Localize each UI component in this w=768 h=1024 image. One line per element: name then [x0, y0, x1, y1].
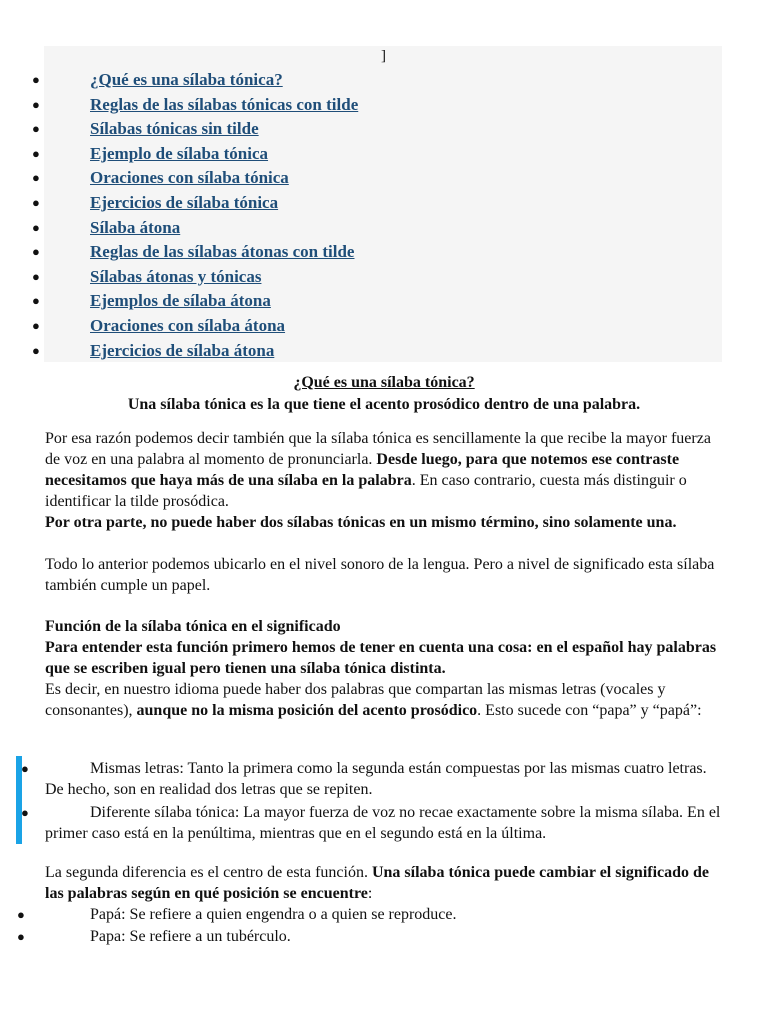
toc-item	[32, 191, 722, 216]
bullet-icon: ●	[32, 317, 40, 333]
list-item	[17, 904, 725, 926]
bullet-icon: ●	[32, 72, 40, 87]
toc-link[interactable]: Ejercicios de sílaba átona	[90, 340, 275, 360]
section-definition: Una sílaba tónica es la que tiene el acento prosódico dentro de una palabra.	[127, 396, 641, 413]
list-item	[21, 802, 725, 844]
table-of-contents	[32, 46, 722, 362]
function-text-bold: aunque no la misma posición del acento prosódico	[136, 702, 478, 719]
toc-link[interactable]: Ejemplo de sílaba tónica	[90, 143, 269, 163]
paragraph-2: Por otra parte, no puede haber dos sílabas tónicas en un mismo término, sino solamente una.	[45, 514, 677, 531]
toc-link[interactable]: ¿Qué es una sílaba tónica?	[90, 70, 283, 89]
function-section	[45, 616, 721, 721]
paragraph-5-text-a: La segunda diferencia es el centro de esta función.	[45, 864, 372, 881]
function-text-c: . Esto sucede con “papa” y “papá”:	[477, 702, 702, 719]
paragraph-5-bold: Una sílaba tónica puede cambiar el significado de las palabras según en qué posición se encuentre	[45, 864, 710, 902]
definition-text: Papá: Se refiere a quien engendra o a quien se reproduce.	[90, 906, 457, 923]
toc-item	[32, 314, 722, 339]
toc-link[interactable]: Ejercicios de sílaba tónica	[90, 192, 279, 212]
definition-text: Papa: Se refiere a un tubérculo.	[90, 928, 291, 945]
list-item-text: Mismas letras: Tanto la primera como la segunda están compuestas por las mismas cuatro letras. De hecho, son en realidad dos letras que se repiten.	[45, 760, 707, 798]
toc-item	[32, 68, 722, 93]
paragraph-1-bold: Desde luego, para que notemos ese contraste necesitamos que haya más de una sílaba en la palabra	[45, 451, 680, 489]
toc-link[interactable]: Sílabas átonas y tónicas	[90, 266, 262, 286]
toc-item	[32, 142, 722, 167]
toc-link[interactable]: Oraciones con sílaba tónica	[90, 168, 289, 188]
paragraph-5	[45, 862, 721, 904]
toc-item	[32, 339, 722, 364]
bullet-icon: ●	[21, 805, 29, 820]
list-item-text: Diferente sílaba tónica: La mayor fuerza de voz no recae exactamente sobre la misma sílaba. En el primer caso está en la penúltima, mientras que en el segundo está en la última.	[45, 804, 721, 842]
section-title: ¿Qué es una sílaba tónica?	[293, 374, 475, 391]
list-item	[17, 926, 725, 948]
bullet-icon: ●	[32, 121, 40, 137]
toc-link[interactable]: Sílabas tónicas sin tilde	[90, 119, 259, 139]
toc-link[interactable]: Oraciones con sílaba átona	[90, 315, 286, 335]
function-explanation	[45, 679, 721, 721]
function-text-a: Es decir, en nuestro idioma puede haber dos palabras que compartan las mismas letras (vocales y consonantes),	[45, 681, 666, 719]
bullet-icon: ●	[17, 929, 25, 944]
function-heading: Función de la sílaba tónica en el significado	[45, 618, 341, 635]
toc-link[interactable]: Ejemplos de sílaba átona	[90, 291, 271, 311]
bullet-icon: ●	[32, 293, 40, 309]
paragraph-1-text-a: Por esa razón podemos decir también que la sílaba tónica es sencillamente la que recibe la mayor fuerza de voz en una palabra al momento de pronunciarla.	[45, 430, 711, 468]
toc-item	[32, 117, 722, 142]
toc-item	[32, 93, 722, 118]
definition-list	[17, 904, 725, 948]
toc-item	[32, 216, 722, 241]
toc-list	[32, 68, 722, 363]
comparison-list	[21, 758, 725, 846]
bullet-icon: ●	[32, 268, 40, 284]
toc-bracket-mark: ]	[381, 48, 386, 64]
bullet-icon: ●	[32, 219, 40, 235]
bullet-icon: ●	[32, 194, 40, 210]
toc-item	[32, 166, 722, 191]
toc-item	[32, 240, 722, 265]
paragraph-3: Todo lo anterior podemos ubicarlo en el nivel sonoro de la lengua. Pero a nivel de significado esta sílaba también cumple un papel.	[45, 556, 715, 594]
bullet-icon: ●	[32, 145, 40, 161]
paragraph-1	[45, 428, 721, 512]
bullet-icon: ●	[32, 96, 40, 112]
bullet-icon: ●	[32, 244, 40, 260]
toc-link[interactable]: Reglas de las sílabas tónicas con tilde	[90, 94, 359, 114]
function-bold-text: Para entender esta función primero hemos de tener en cuenta una cosa: en el español hay palabras que se escriben igual pero tienen una sílaba tónica distinta.	[45, 639, 717, 677]
toc-link[interactable]: Reglas de las sílabas átonas con tilde	[90, 242, 355, 262]
paragraph-1-text-c: . En caso contrario, cuesta más distinguir o identificar la tilde prosódica.	[45, 472, 687, 510]
toc-item	[32, 265, 722, 290]
toc-item	[32, 289, 722, 314]
bullet-icon: ●	[32, 170, 40, 186]
paragraph-5-text-c: :	[367, 885, 373, 902]
bullet-icon: ●	[17, 907, 25, 922]
list-item	[21, 758, 725, 800]
bullet-icon: ●	[21, 761, 29, 776]
toc-link[interactable]: Sílaba átona	[90, 217, 181, 237]
bullet-icon: ●	[32, 342, 40, 358]
